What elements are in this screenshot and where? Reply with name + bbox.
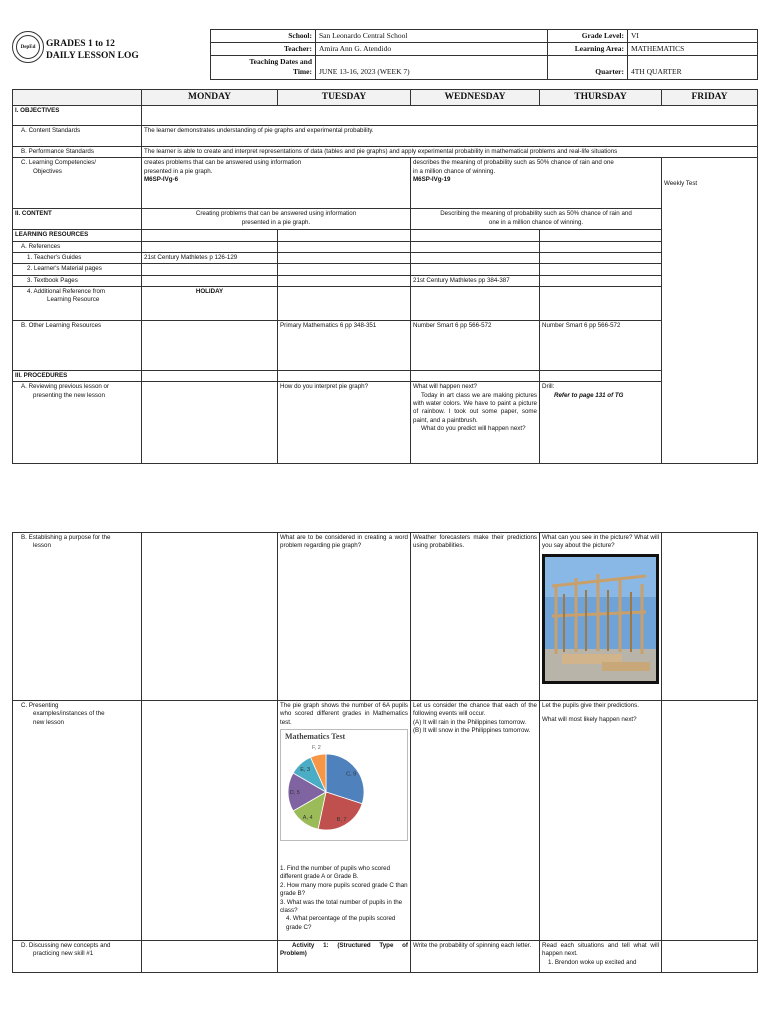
presenting-thu [540,701,662,941]
additional-ref-line1: 4. Additional Reference from [27,287,106,295]
title-line1: GRADES 1 to 12 [46,39,115,49]
comp-mon-code: M6SP-IVg-6 [144,175,179,183]
school-label: School: [211,30,316,43]
review-label-line1: A. Reviewing previous lesson or [21,383,110,391]
comp-wed-line2: in a million chance of winning. [413,167,496,175]
area-value: MATHEMATICS [628,43,758,56]
construction-photo [542,554,659,684]
weekly-test: Weekly Test [664,180,698,188]
additional-ref-line2: Learning Resource [47,296,100,304]
discussing-label-line2: practicing new skill #1 [33,950,94,958]
discussing-thu-line2: 1. Brendon woke up excited and [548,958,637,966]
day-monday: MONDAY [142,90,278,106]
review-thu-line2: Refer to page 131 of TG [554,391,624,399]
perf-std-label: B. Performance Standards [13,146,142,157]
dates-value: JUNE 13-16, 2023 (WEEK 7) [316,56,548,79]
friday-empty-c [662,701,758,941]
competencies-label-line1: C. Learning Competencies/ [21,159,96,167]
holiday-label: HOLIDAY [142,286,278,320]
review-wed-line3: What do you predict will happen next? [421,425,526,433]
content-wed-line1: Describing the meaning of probability such as 50% chance of rain and [440,210,632,218]
discussing-label [13,941,142,973]
review-thu-line1: Drill: [542,383,555,391]
question-4: 4. What percentage of the pupils scored grade C? [286,915,396,931]
content-label: II. CONTENT [13,209,142,230]
presenting-tue-intro: The pie graph shows the number of 6A pupils who scored different grades in Mathematics test. [280,702,408,726]
presenting-label [13,701,142,941]
discussing-thu [540,941,662,973]
friday-empty-b [662,533,758,701]
references-label: A. References [13,241,142,252]
competencies-label-line2: Objectives [33,167,62,175]
teacher-value: Amira Ann G. Atendido [316,43,548,56]
presenting-wed-line2: (A) It will rain in the Philippines tomorrow. [413,718,527,726]
grade-label: Grade Level: [548,30,628,43]
dates-label-line2: Time: [292,67,312,77]
pie-chart [281,744,407,840]
tb-label: 3. Textbook Pages [13,275,142,286]
presenting-thu-line2: What will most likely happen next? [542,716,637,724]
content-mon-line2: presented in a pie graph. [241,218,311,226]
friday-cell [662,158,758,464]
content-wed-line2: one in a million chance of winning. [488,218,584,226]
quarter-value: 4TH QUARTER [628,56,758,79]
area-label: Learning Area: [548,43,628,56]
review-thu [540,382,662,464]
review-label [13,382,142,464]
purpose-label-line1: B. Establishing a purpose for the [21,534,111,541]
other-tue: Primary Mathematics 6 pp 348-351 [278,320,411,370]
day-wednesday: WEDNESDAY [411,90,540,106]
discussing-wed: Write the probability of spinning each letter. [411,941,540,973]
deped-logo [12,31,44,63]
header-table [210,29,758,80]
pie-label-f: F, 2 [311,745,321,752]
pie-label-c: C, 9 [346,771,357,778]
procedures-label: III. PROCEDURES [13,370,142,381]
discussing-label-line1: D. Discussing new concepts and [21,942,111,949]
tg-label: 1. Teacher's Guides [13,252,142,263]
questions [280,865,408,932]
title-line2: DAILY LESSON LOG [46,51,139,61]
review-wed-line1: What will happen next? [413,383,477,391]
comp-wed-line1: describes the meaning of probability such as 50% chance of rain and one [413,159,614,167]
presenting-wed-line3: (B) It will snow in the Philippines tomorrow. [413,727,531,735]
lr-label: LEARNING RESOURCES [13,230,142,241]
lm-label: 2. Learner's Material pages [13,264,142,275]
review-tue: How do you interpret pie graph? [278,382,411,464]
purpose-wed: Weather forecasters make their predictions using probabilities. [411,533,540,701]
presenting-label-line3: new lesson [33,718,64,726]
tg-mon [142,252,278,263]
teacher-label: Teacher: [211,43,316,56]
purpose-thu [540,533,662,701]
question-3: 3. What was the total number of pupils in the class? [280,898,403,914]
content-mon-tue [142,209,411,230]
pie-label-a: A, 4 [302,815,313,822]
tg-mon-text: 21st Century Mathletes p 126-129 [144,253,238,261]
presenting-label-line1: C. Presenting [21,702,59,709]
presenting-label-line2: examples/instances of the [33,710,105,718]
content-std-value: The learner demonstrates understanding of pie graphs and experimental probability. [142,125,758,146]
presenting-tue [278,701,411,941]
question-1: 1. Find the number of pupils who scored different grade A or Grade B. [280,865,391,881]
construction-photo-svg [542,554,659,684]
pie-label-b: B, 7 [336,817,347,824]
lesson-table-page2 [12,532,758,973]
objectives-label: I. OBJECTIVES [13,105,142,125]
objectives-cell [142,105,758,125]
other-resources-label: B. Other Learning Resources [13,320,142,370]
pie-chart-box [280,729,408,841]
lesson-table-page1 [12,89,758,464]
other-thu: Number Smart 6 pp 566-572 [540,320,662,370]
pie-label-e: E, 3 [300,766,311,773]
competencies-mon-tue [142,158,411,209]
friday-empty-d [662,941,758,973]
purpose-thu-text: What can you see in the picture? What will you say about the picture? [542,534,659,550]
dates-label [211,56,316,79]
presenting-wed [411,701,540,941]
perf-std-value: The learner is able to create and interpret representations of data (tables and pie graphs) and apply experimental probability in mathematical problems and real-life situations [142,146,758,157]
content-wed-thu [411,209,662,230]
purpose-label-line2: lesson [33,542,51,550]
presenting-wed-line1: Let us consider the chance that each of the following events will occur. [413,702,537,718]
review-label-line2: presenting the new lesson [33,391,105,399]
competencies-label [13,158,142,209]
comp-wed-code: M6SP-IVg-19 [413,175,451,183]
quarter-label: Quarter: [548,56,628,79]
grade-value: VI [628,30,758,43]
review-wed-line2: Today in art class we are making pictures with water colors. We have to paint a picture of rainbow. I took out some paper, some paint, and a paintbrush. [413,391,537,424]
presenting-thu-line1: Let the pupils give their predictions. [542,702,639,709]
question-2: 2. How many more pupils scored grade C than grade B? [280,881,408,898]
comp-mon-line2: presented in a pie graph. [144,167,213,175]
day-thursday: THURSDAY [540,90,662,106]
tb-wed: 21st Century Mathletes pp 384-387 [411,275,540,286]
other-wed: Number Smart 6 pp 566-572 [411,320,540,370]
day-tuesday: TUESDAY [278,90,411,106]
pie-label-d: D, 5 [289,790,300,797]
content-mon-line1: Creating problems that can be answered using information [195,210,357,218]
additional-ref-label [13,286,142,320]
chart-title: Mathematics Test [285,732,346,742]
dates-label-line1: Teaching Dates and [249,57,312,67]
school-value: San Leonardo Central School [316,30,548,43]
discussing-tue: Activity 1: (Structured Type of Problem) [278,941,411,973]
competencies-wed-thu [411,158,662,209]
corner-cell [13,90,142,106]
log-title [46,38,139,62]
purpose-label [13,533,142,701]
logo-text: DepEd [20,44,36,50]
comp-mon-line1: creates problems that can be answered using information [144,159,302,167]
day-friday: FRIDAY [662,90,758,106]
content-std-label: A. Content Standards [13,125,142,146]
review-wed [411,382,540,464]
purpose-tue: What are to be considered in creating a word problem regarding pie graph? [278,533,411,701]
discussing-thu-line1: Read each situations and tell what will happen next. [542,942,659,958]
